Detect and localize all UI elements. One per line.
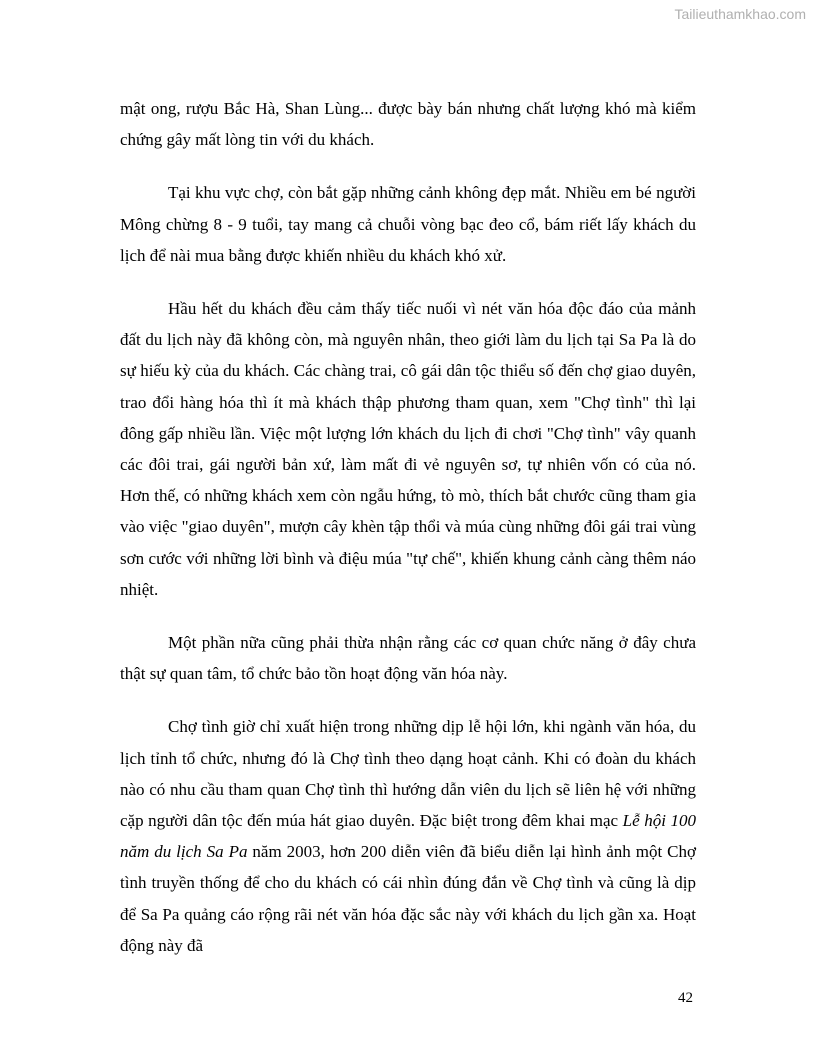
paragraph-4: Một phần nữa cũng phải thừa nhận rằng các cơ quan chức năng ở đây chưa thật sự quan tâm, tổ chức bảo tồn hoạt động văn hóa này.	[120, 633, 696, 684]
paragraph-1: mật ong, rượu Bắc Hà, Shan Lùng... được bày bán nhưng chất lượng khó mà kiểm chứng gây mất lòng tin với du khách.	[120, 99, 696, 150]
paragraph-5-text-before: Chợ tình giờ chỉ xuất hiện trong những dịp lễ hội lớn, khi ngành văn hóa, du lịch tỉnh tổ chức, nhưng đó là Chợ tình theo dạng hoạt cảnh. Khi có đoàn du khách nào có nhu cầu tham quan Chợ tình thì hướng dẫn viên du lịch sẽ liên hệ với những cặp người dân tộc đến múa hát giao duyên. Đặc biệt trong đêm khai mạc	[120, 717, 696, 831]
paragraph-5-text-after: năm 2003, hơn 200 diễn viên đã biểu diễn lại hình ảnh một Chợ tình truyền thống để cho du khách có cái nhìn đúng đắn về Chợ tình và cũng là dịp để Sa Pa quảng cáo rộng rãi nét văn hóa đặc sắc này với khách du lịch gần xa. Hoạt động này đã	[120, 842, 696, 955]
paragraph-5	[120, 711, 696, 961]
paragraph-3: Hầu hết du khách đều cảm thấy tiếc nuối vì nét văn hóa độc đáo của mảnh đất du lịch này đã không còn, mà nguyên nhân, theo giới làm du lịch tại Sa Pa là do sự hiếu kỳ của du khách. Các chàng trai, cô gái dân tộc thiểu số đến chợ giao duyên, trao đổi hàng hóa thì ít mà khách thập phương tham quan, xem "Chợ tình" thì lại đông gấp nhiều lần. Việc một lượng lớn khách du lịch đi chơi "Chợ tình" vây quanh các đôi trai, gái người bản xứ, làm mất đi vẻ nguyên sơ, tự nhiên vốn có của nó. Hơn thế, có những khách xem còn ngẫu hứng, tò mò, thích bắt chước cũng tham gia vào việc "giao duyên", mượn cây khèn tập thổi và múa cùng những đôi gái trai vùng sơn cước với những lời bình và điệu múa "tự chế", khiến khung cảnh càng thêm náo nhiệt.	[120, 299, 696, 599]
paragraph-2: Tại khu vực chợ, còn bắt gặp những cảnh không đẹp mắt. Nhiều em bé người Mông chừng 8 - 9 tuổi, tay mang cả chuỗi vòng bạc đeo cổ, bám riết lấy khách du lịch để nài mua bằng được khiến nhiều du khách khó xử.	[120, 183, 696, 265]
watermark: Tailieuthamkhao.com	[674, 6, 806, 22]
page-number: 42	[678, 990, 693, 1006]
festival-title: Lễ hội 100 năm du lịch Sa Pa	[120, 811, 696, 862]
document-body	[120, 93, 696, 983]
